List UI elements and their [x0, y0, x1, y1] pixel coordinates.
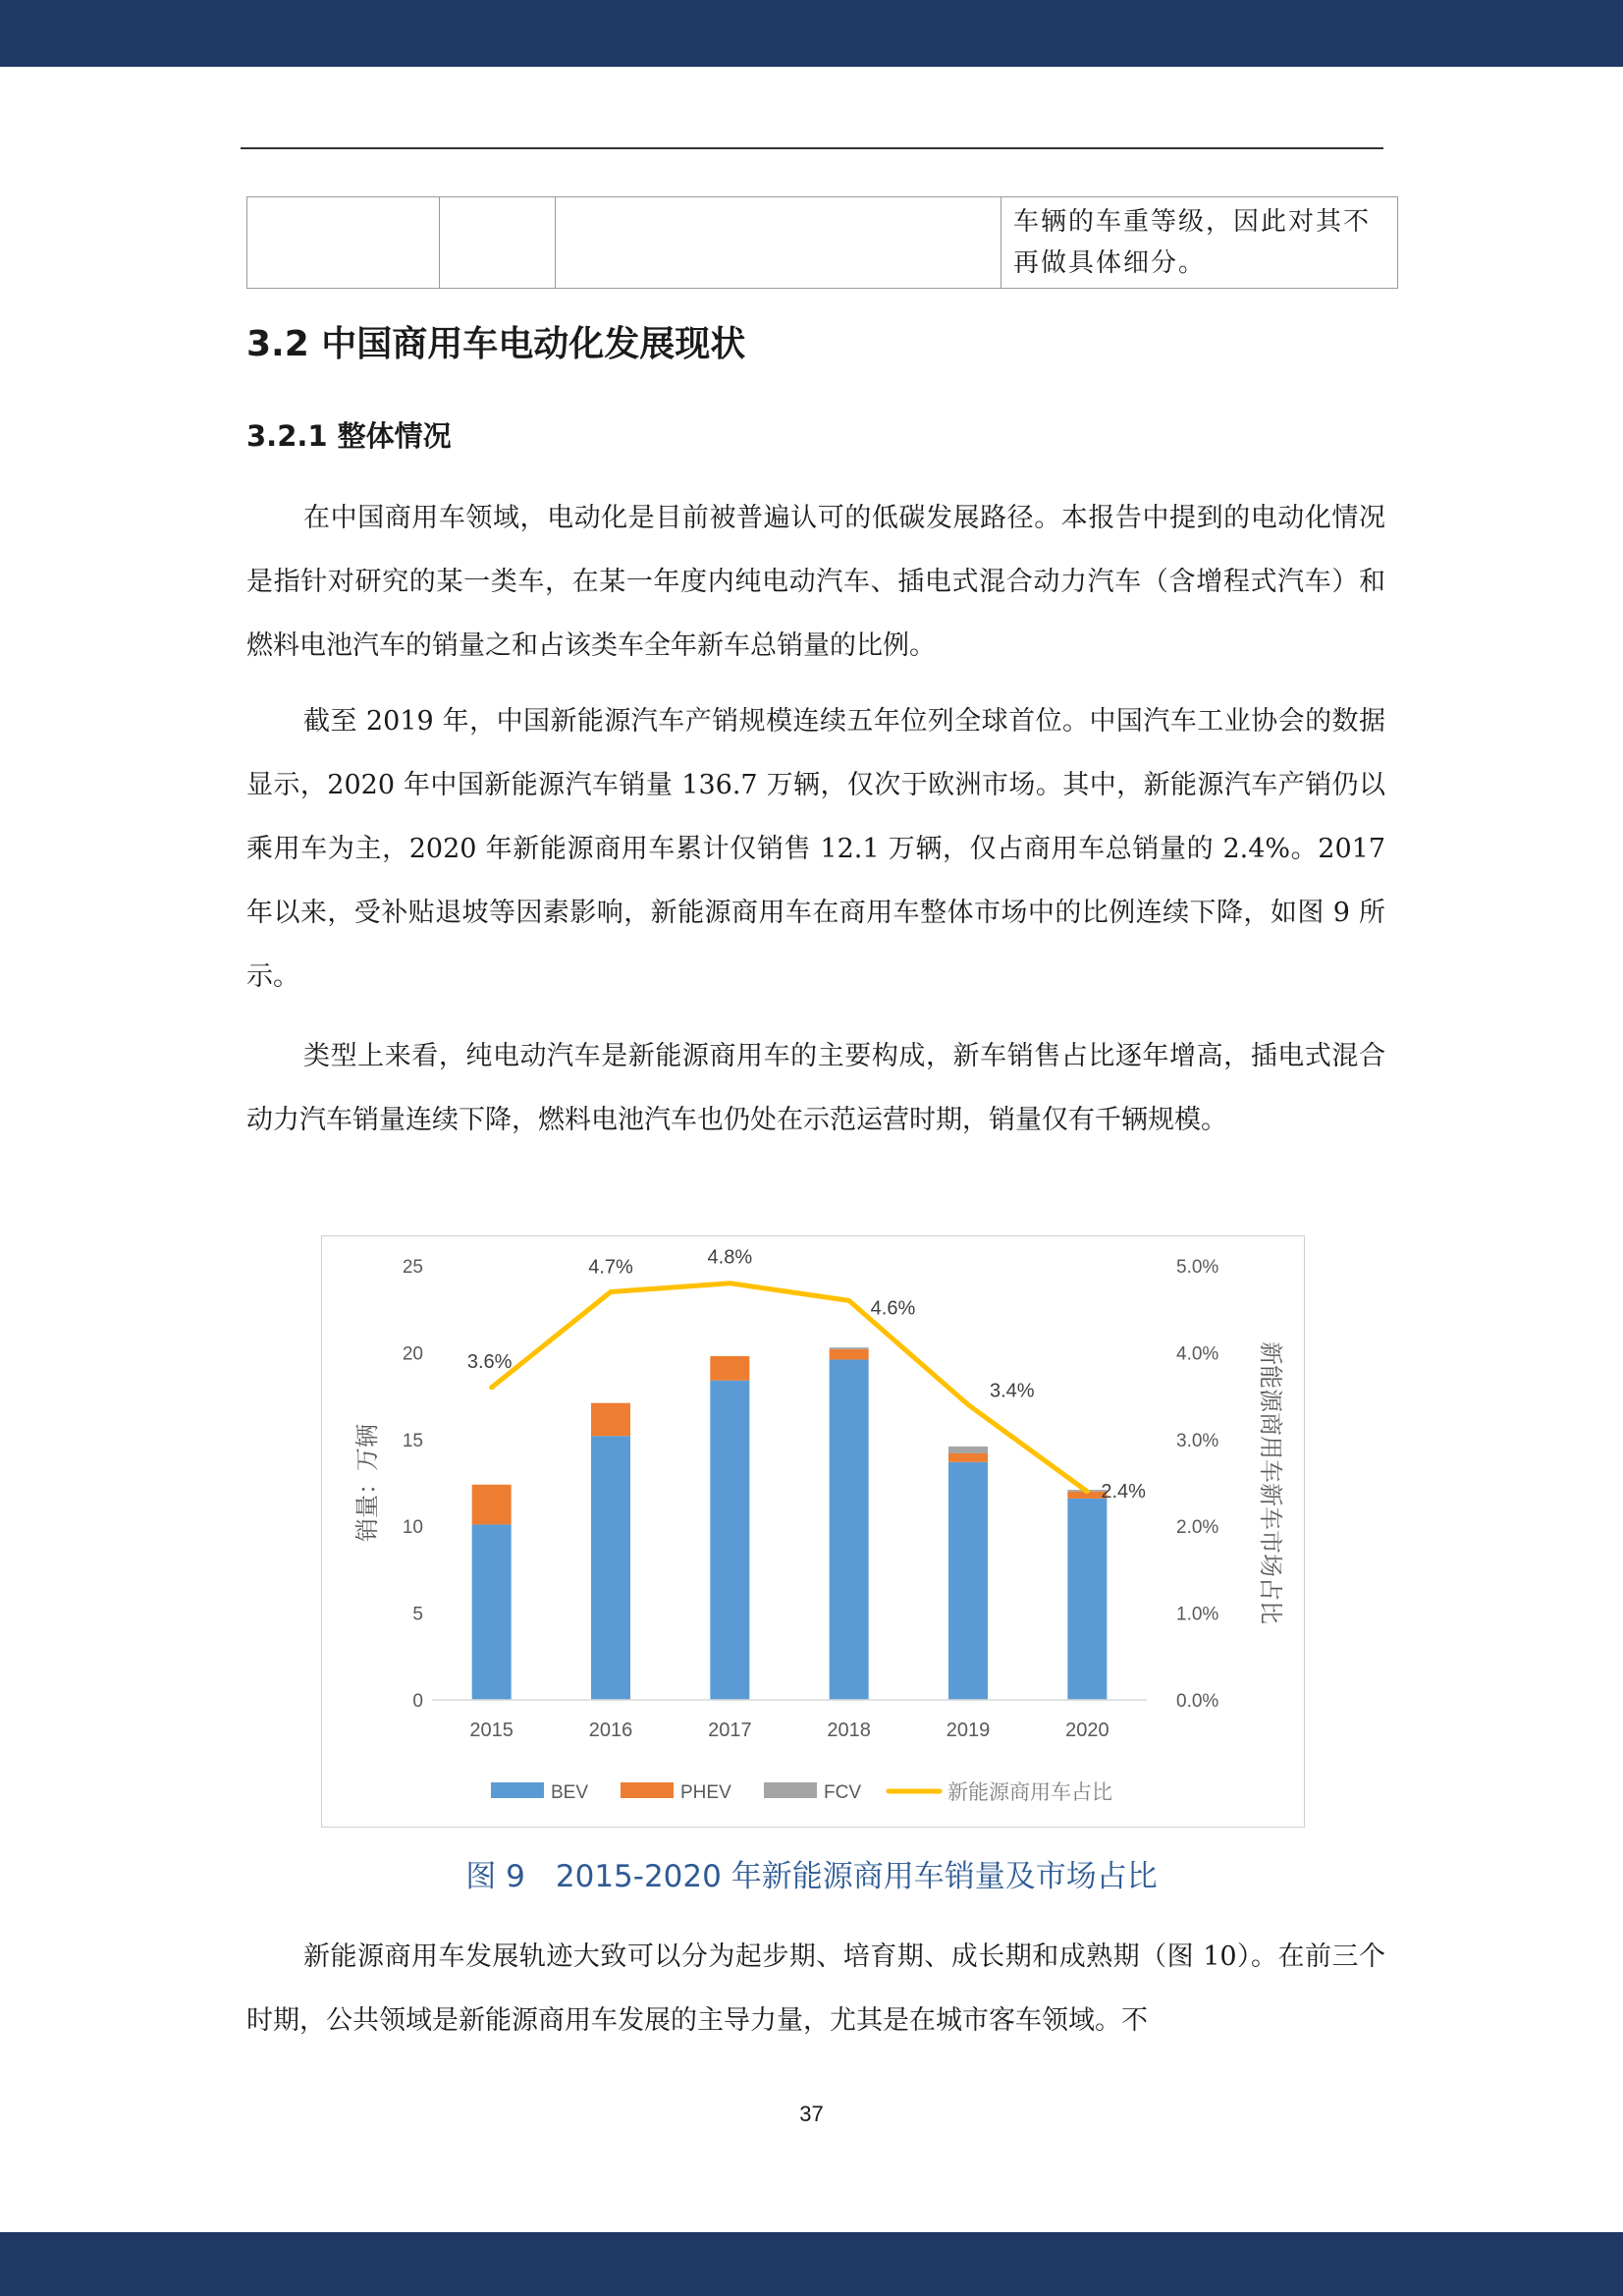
- legend-swatch: [764, 1782, 817, 1798]
- bar-fcv: [830, 1347, 869, 1349]
- chart-svg: [322, 1236, 1304, 1827]
- share-data-label: 3.6%: [466, 1350, 513, 1373]
- legend-label: 新能源商用车占比: [947, 1780, 1112, 1804]
- table-row: [247, 197, 1398, 289]
- y-left-tick-label: 0: [412, 1691, 423, 1712]
- top-banner: [0, 0, 1623, 67]
- figure-caption: 图 9 2015-2020 年新能源商用车销量及市场占比: [465, 1859, 1158, 1894]
- legend-label: PHEV: [680, 1782, 731, 1803]
- bar-fcv: [948, 1447, 988, 1453]
- y-left-tick-label: 15: [402, 1430, 423, 1451]
- paragraph: 新能源商用车发展轨迹大致可以分为起步期、培育期、成长期和成熟期（图 10）。在前三个时期，公共领域是新能源商用车发展的主导力量，尤其是在城市客车领域。不: [246, 1941, 1385, 2036]
- share-data-label: 2.4%: [1101, 1480, 1146, 1503]
- table-cell: [247, 197, 440, 289]
- header-rule: [241, 147, 1383, 149]
- y-right-tick-label: 0.0%: [1176, 1691, 1219, 1712]
- share-data-label: 4.8%: [707, 1246, 753, 1269]
- bar-phev: [948, 1453, 988, 1462]
- paragraph: 在中国商用车领域，电动化是目前被普遍认可的低碳发展路径。本报告中提到的电动化情况是指针对研究的某一类车，在某一年度内纯电动汽车、插电式混合动力汽车（含增程式汽车）和燃料电池汽车的销量之和占该类车全年新车总销量的比例。: [246, 503, 1385, 661]
- y-left-tick-label: 20: [402, 1343, 423, 1365]
- bar-bev: [830, 1359, 869, 1700]
- legend-swatch: [621, 1782, 674, 1798]
- y-right-tick-label: 4.0%: [1176, 1343, 1219, 1365]
- y-right-tick-label: 3.0%: [1176, 1430, 1219, 1451]
- table-cell-line: 再做具体细分。: [1013, 248, 1207, 278]
- legend-label: FCV: [824, 1782, 861, 1803]
- y-left-tick-label: 25: [402, 1257, 423, 1278]
- legend-swatch: [491, 1782, 544, 1798]
- bar-bev: [948, 1462, 988, 1700]
- subsection-heading: 3.2.1 整体情况: [246, 419, 452, 453]
- share-data-label: 3.4%: [990, 1380, 1035, 1402]
- y-right-tick-label: 5.0%: [1176, 1257, 1219, 1278]
- table-cell-text: [1001, 197, 1398, 289]
- bottom-banner: [0, 2232, 1623, 2296]
- continued-table: [246, 196, 1398, 289]
- paragraph: 截至 2019 年，中国新能源汽车产销规模连续五年位列全球首位。中国汽车工业协会的数据显示，2020 年中国新能源汽车销量 136.7 万辆，仅次于欧洲市场。其中，新能源汽车产销仍以乘用车为主，2020 年新能源商用车累计仅销售 12.1 万辆，仅占商用车总销量的 2.4%。2017 年以来，受补贴退坡等因素影响，新能源商用车在商用车整体市场中的比例连续下降，如图 9 所示。: [246, 706, 1385, 992]
- y-right-tick-label: 1.0%: [1176, 1604, 1219, 1625]
- page-number: 37: [799, 2102, 824, 2126]
- y-left-axis-title: 销量：万辆: [353, 1424, 381, 1542]
- section-heading: 3.2 中国商用车电动化发展现状: [246, 324, 746, 364]
- y-right-axis-title: 新能源商用车新车市场占比: [1257, 1341, 1284, 1624]
- share-data-label: 4.7%: [588, 1256, 633, 1279]
- bar-bev: [591, 1436, 630, 1700]
- bar-bev: [710, 1381, 749, 1700]
- table-cell-line: 车辆的车重等级，因此对其不: [1013, 207, 1372, 237]
- bar-bev: [472, 1524, 512, 1700]
- bar-bev: [1067, 1499, 1107, 1700]
- x-tick-label: 2016: [588, 1720, 633, 1741]
- bar-phev: [591, 1403, 630, 1437]
- share-data-label: 4.6%: [870, 1297, 916, 1320]
- y-left-tick-label: 5: [412, 1604, 423, 1625]
- table-cell: [440, 197, 556, 289]
- bar-phev: [472, 1485, 512, 1525]
- table-cell: [556, 197, 1001, 289]
- x-tick-label: 2015: [469, 1720, 514, 1741]
- legend-label: BEV: [551, 1782, 589, 1803]
- paragraph: 类型上来看，纯电动汽车是新能源商用车的主要构成，新车销售占比逐年增高，插电式混合动力汽车销量连续下降，燃料电池汽车也仍处在示范运营时期，销量仅有千辆规模。: [246, 1041, 1385, 1135]
- x-tick-label: 2017: [708, 1720, 752, 1741]
- x-tick-label: 2019: [946, 1720, 991, 1741]
- bar-phev: [830, 1349, 869, 1360]
- x-tick-label: 2018: [827, 1720, 871, 1741]
- y-left-tick-label: 10: [402, 1517, 423, 1539]
- x-tick-label: 2020: [1065, 1720, 1109, 1741]
- sales-share-chart: [321, 1235, 1305, 1828]
- bar-phev: [710, 1356, 749, 1381]
- y-right-tick-label: 2.0%: [1176, 1517, 1219, 1539]
